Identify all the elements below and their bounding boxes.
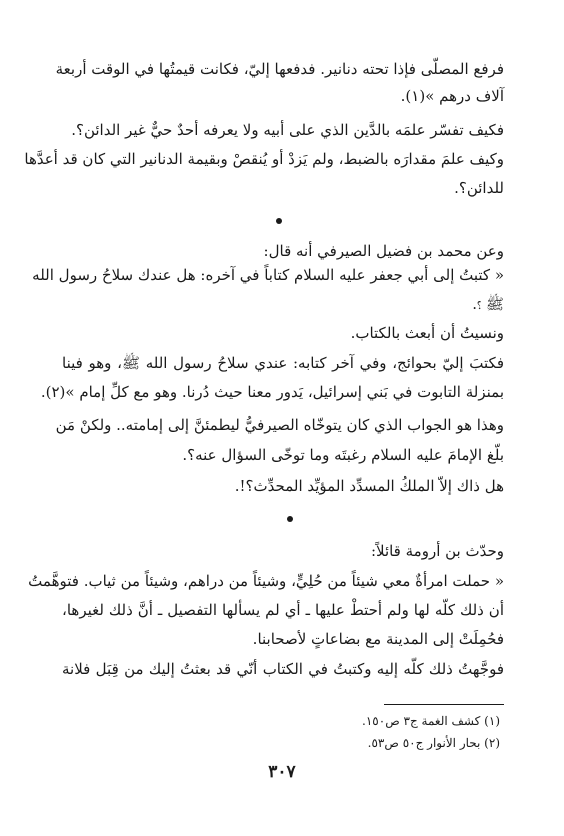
- footnote: (٢) بحار الأنوار ج٥٠ ص٥٣.: [367, 736, 500, 750]
- body-line: وهذا هو الجواب الذي كان يتوخّاه الصيرفيُّ ليطمئنَّ إلى إمامته.. ولكنْ مَن: [55, 416, 504, 434]
- body-line: آلاف درهم »(١).: [400, 87, 504, 105]
- body-line: للدائن؟.: [454, 179, 504, 197]
- footnote: (١) كشف الغمة ج٣ ص١٥٠.: [362, 714, 500, 728]
- body-line: أن ذلك كلّه لها ولم أحتطْ عليها ـ أي لم يسألها التفصيل ـ أنَّ ذلك لغيرها،: [62, 601, 504, 619]
- body-line: « كتبتُ إلى أبي جعفر عليه السلام كتاباً في آخره: هل عندك سلاحُ رسول الله: [32, 266, 504, 284]
- body-line: فرفع المصلّى فإذا تحته دنانير. فدفعها إليّ، فكانت قيمتُها في الوقت أربعة: [55, 60, 504, 78]
- body-line: وعن محمد بن فضيل الصيرفي أنه قال:: [263, 242, 504, 260]
- body-line: فكتبَ إليّ بحوائج، وفي آخر كتابه: عندي سلاحُ رسول الله ﷺ، وهو فينا: [62, 354, 504, 372]
- page-number: ٣٠٧: [268, 762, 296, 782]
- body-line: ونسيتُ أن أبعث بالكتاب.: [350, 324, 504, 342]
- body-line: وحدّث بن أرومة قائلاً:: [370, 542, 504, 560]
- body-line: ﷺ ؟.: [472, 295, 504, 313]
- body-line: هل ذاك إلاّ الملكُ المسدِّد المؤيِّد المحدِّث؟!.: [234, 477, 504, 495]
- body-line: « حملت امرأةٌ معي شيئاً من حُلِيٍّ، وشيئاً من دراهم، وشيئاً من ثياب. فتوهَّمتُ: [28, 572, 504, 590]
- body-line: فكيف تفسّر علمَه بالدَّين الذي على أبيه ولا يعرفه أحدٌ حيٌّ غير الدائن؟.: [71, 121, 504, 139]
- footnote-rule: [384, 704, 504, 705]
- body-line: وكيف علمَ مقدارَه بالضبط، ولم يَزدْ أو يُنقصْ وبقيمة الدنانير التي كان قد أعدَّها: [24, 150, 504, 168]
- body-line: بلّغ الإمامَ عليه السلام رغبتَه وما توخّى السؤال عنه؟.: [182, 446, 504, 464]
- body-line: فوجَّهتُ ذلك كلّه إليه وكتبتُ في الكتاب أنّي قد بعثتُ إليك من قِبَل فلانة: [62, 660, 504, 678]
- section-separator-dot: [276, 218, 282, 224]
- body-line: فحُمِلَتْ إلى المدينة مع بضاعاتٍ لأصحابنا.: [252, 630, 504, 648]
- body-line: بمنزلة التابوت في بَني إسرائيل، يَدور معنا حيث دُرنا. وهو مع كلِّ إمام »(٢).: [40, 383, 504, 401]
- section-separator-dot: [287, 516, 293, 522]
